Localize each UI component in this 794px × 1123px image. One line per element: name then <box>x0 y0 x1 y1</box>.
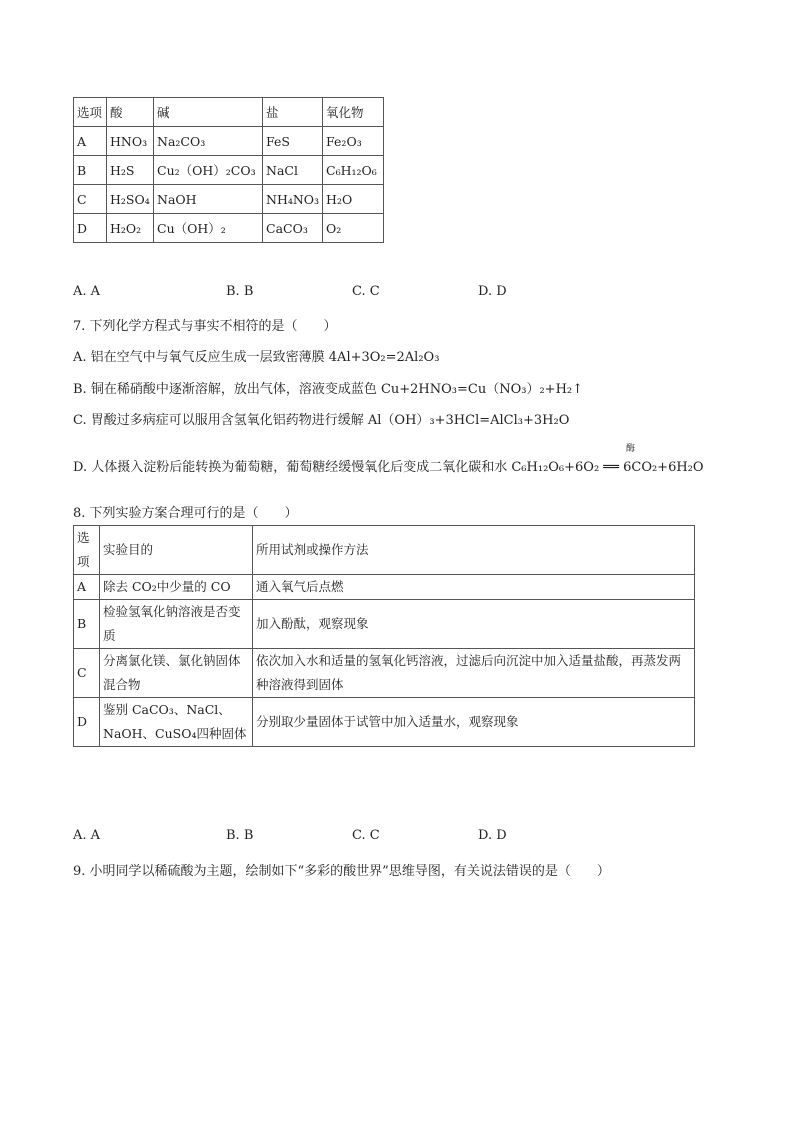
q7-stem: 7. 下列化学方程式与事实不相符的是（ ） <box>73 319 337 334</box>
table-cell: Cu（OH）₂ <box>154 214 263 243</box>
table-cell: D <box>74 698 100 747</box>
table-cell: D <box>74 214 107 243</box>
table-cell: 检验氢氧化钠溶液是否变质 <box>100 600 253 649</box>
classification-table <box>73 97 384 243</box>
table-row <box>74 698 695 747</box>
header-cell: 选项 <box>74 526 100 575</box>
enzyme-condition-label: 酶 <box>626 444 636 454</box>
table-cell: 鉴别 CaCO₃、NaCl、NaOH、CuSO₄四种固体 <box>100 698 253 747</box>
table-cell: B <box>74 600 100 649</box>
table-row <box>74 214 384 243</box>
table-cell: HNO₃ <box>107 127 154 156</box>
option-a: A. A <box>73 828 101 843</box>
option-c: C. C <box>352 284 380 299</box>
table-cell: 通入氧气后点燃 <box>253 575 695 600</box>
table-cell: NaCl <box>263 156 323 185</box>
table-cell: FeS <box>263 127 323 156</box>
header-cell: 盐 <box>263 98 323 127</box>
table-row <box>74 575 695 600</box>
header-cell: 碱 <box>154 98 263 127</box>
table-cell: 加入酚酞，观察现象 <box>253 600 695 649</box>
table-cell: C <box>74 649 100 698</box>
q8-stem: 8. 下列实验方案合理可行的是（ ） <box>73 506 298 521</box>
table-cell: H₂SO₄ <box>107 185 154 214</box>
table-cell: NH₄NO₃ <box>263 185 323 214</box>
table-row <box>74 600 695 649</box>
q7-option-b: B. 铜在稀硝酸中逐渐溶解，放出气体，溶液变成蓝色 Cu+2HNO₃=Cu（NO₃）₂+H₂↑ <box>73 382 584 397</box>
table-cell: NaOH <box>154 185 263 214</box>
header-cell: 选项 <box>74 98 107 127</box>
option-c: C. C <box>352 828 380 843</box>
table-cell: H₂O₂ <box>107 214 154 243</box>
table-cell: H₂S <box>107 156 154 185</box>
table-cell: 分别取少量固体于试管中加入适量水，观察现象 <box>253 698 695 747</box>
option-a: A. A <box>73 284 101 299</box>
table-header-row <box>74 98 384 127</box>
experiment-table <box>73 525 695 747</box>
table-cell: A <box>74 575 100 600</box>
table-row <box>74 649 695 698</box>
table-cell: Cu₂（OH）₂CO₃ <box>154 156 263 185</box>
table-cell: C <box>74 185 107 214</box>
table-cell: C₆H₁₂O₆ <box>323 156 384 185</box>
q7-option-c: C. 胃酸过多病症可以服用含氢氧化铝药物进行缓解 Al（OH）₃+3HCl=AlCl₃+3H₂O <box>73 413 570 428</box>
header-cell: 所用试剂或操作方法 <box>253 526 695 575</box>
table-cell: 除去 CO₂中少量的 CO <box>100 575 253 600</box>
q7-option-a: A. 铝在空气中与氧气反应生成一层致密薄膜 4Al+3O₂=2Al₂O₃ <box>73 350 440 365</box>
table-cell: 分离氯化镁、氯化钠固体混合物 <box>100 649 253 698</box>
table-cell: O₂ <box>323 214 384 243</box>
table-row <box>74 185 384 214</box>
header-cell: 酸 <box>107 98 154 127</box>
table-row <box>74 156 384 185</box>
table-cell: Fe₂O₃ <box>323 127 384 156</box>
option-b: B. B <box>226 828 254 843</box>
header-cell: 实验目的 <box>100 526 253 575</box>
table-header-row <box>74 526 695 575</box>
table-cell: 依次加入水和适量的氢氧化钙溶液，过滤后向沉淀中加入适量盐酸，再蒸发两种溶液得到固体 <box>253 649 695 698</box>
table-cell: H₂O <box>323 185 384 214</box>
table-cell: CaCO₃ <box>263 214 323 243</box>
table-cell: A <box>74 127 107 156</box>
header-cell: 氧化物 <box>323 98 384 127</box>
option-b: B. B <box>226 284 254 299</box>
table-row <box>74 127 384 156</box>
option-d: D. D <box>478 284 507 299</box>
q7-option-d: D. 人体摄入淀粉后能转换为葡萄糖，葡萄糖经缓慢氧化后变成二氧化碳和水 C₆H₁₂O₆+6O₂ ══ 6CO₂+6H₂O <box>73 460 704 475</box>
table-cell: B <box>74 156 107 185</box>
q9-stem: 9. 小明同学以稀硫酸为主题，绘制如下“多彩的酸世界”思维导图，有关说法错误的是（ ） <box>73 864 610 879</box>
table-cell: Na₂CO₃ <box>154 127 263 156</box>
option-d: D. D <box>478 828 507 843</box>
